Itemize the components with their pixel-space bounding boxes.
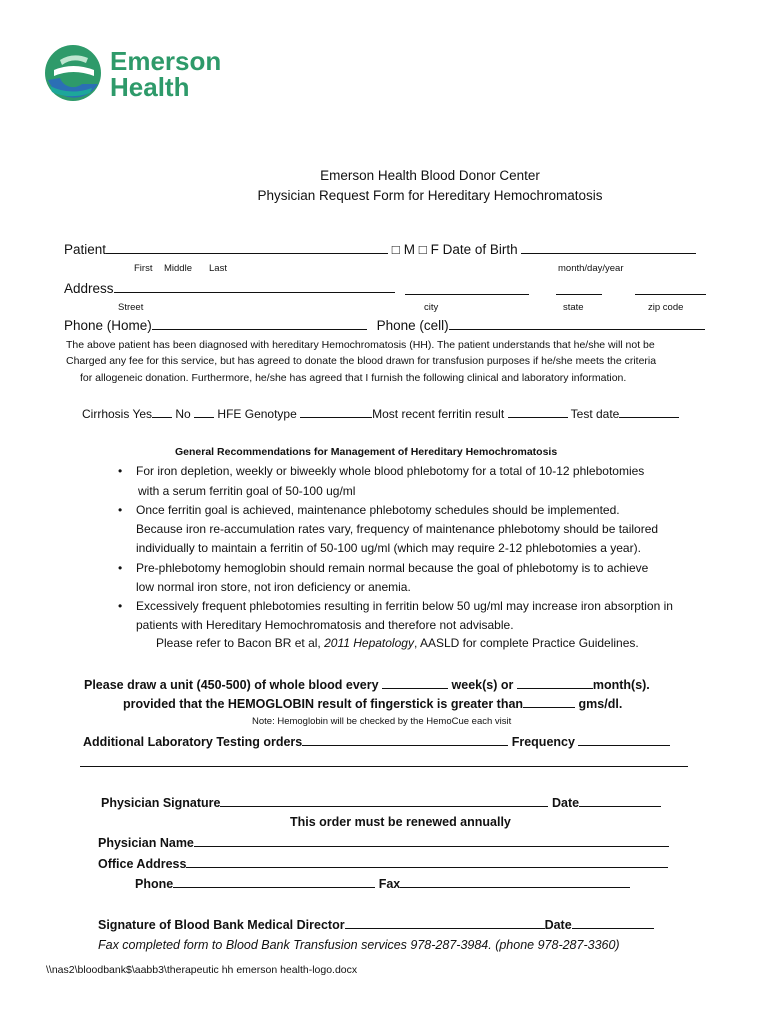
physician-name-label: Physician Name (98, 836, 194, 850)
guidelines-reference (156, 636, 639, 650)
statement-line3: for allogeneic donation. Furthermore, he/she has agreed that I furnish the following clinical and laboratory information. (80, 372, 627, 384)
patient-name-field[interactable] (106, 242, 388, 254)
rec-b4-l1: Excessively frequent phlebotomies resulting in ferritin below 50 ug/ml may increase iron absorption in (136, 599, 673, 613)
hfe-field[interactable] (300, 406, 372, 418)
address-sub-state: state (563, 302, 584, 313)
bullet-icon: • (118, 503, 123, 517)
rec-b2-l2: Because iron re-accumulation rates vary, frequency of maintenance phlebotomy should be tailored (136, 522, 659, 536)
draw-order-row (84, 677, 650, 692)
hgb-pre: provided that the HEMOGLOBIN result of fingerstick is greater than (123, 697, 524, 711)
dob-sub-format: month/day/year (558, 263, 624, 274)
city-field[interactable] (405, 283, 529, 295)
physician-name-field[interactable] (194, 835, 669, 847)
additional-testing-row (83, 734, 670, 749)
address-sub-city: city (424, 302, 439, 313)
draw-post: month(s). (592, 678, 650, 692)
rec-b2-l3: individually to maintain a ferritin of 50-100 ug/ml (which may require 2-12 phlebotomies a year). (136, 541, 641, 555)
bullet-icon: • (118, 599, 123, 613)
physician-date-field[interactable] (579, 795, 661, 807)
recommendations-heading: General Recommendations for Management of Hereditary Hemochromatosis (175, 446, 558, 458)
hemoglobin-field[interactable] (523, 696, 575, 708)
director-date-label: Date (544, 918, 572, 932)
address-label: Address (64, 281, 114, 296)
draw-pre: Please draw a unit (450-500) of whole blood every (84, 678, 379, 692)
ferritin-field[interactable] (508, 406, 568, 418)
physician-fax-label: Fax (378, 877, 401, 891)
hgb-post: gms/dl. (578, 697, 623, 711)
phone-home-label: Phone (Home) (64, 318, 152, 333)
phone-cell-label: Phone (cell) (376, 318, 449, 333)
patient-label: Patient (64, 242, 107, 257)
dob-field[interactable] (521, 242, 696, 254)
cirrhosis-yes-field[interactable] (152, 406, 172, 418)
cirrhosis-label: Cirrhosis Yes (82, 407, 153, 421)
statement-line2: Charged any fee for this service, but has agreed to donate the blood drawn for transfusion purposes if he/she meets the criteria (66, 355, 657, 367)
rec-b3-l1: Pre-phlebotomy hemoglobin should remain normal because the goal of phlebotomy is to achieve (136, 561, 649, 575)
additional-testing-line2[interactable] (80, 766, 688, 767)
frequency-label: Frequency (511, 735, 575, 749)
ref-pre: Please refer to Bacon BR et al, (156, 636, 325, 650)
rec-b1-l2: with a serum ferritin goal of 50-100 ug/ml (138, 484, 356, 498)
test-date-label: Test date (570, 407, 620, 421)
physician-signature-field[interactable] (220, 795, 548, 807)
zip-field[interactable] (635, 283, 706, 295)
rec-b1-l1: For iron depletion, weekly or biweekly whole blood phlebotomy for a total of 10-12 phlebotomies (136, 464, 645, 478)
patient-sub-first: First (134, 263, 153, 274)
director-signature-field[interactable] (345, 917, 545, 929)
emerson-health-logo (42, 40, 232, 110)
street-field[interactable] (114, 281, 395, 293)
ref-journal: 2011 Hepatology (324, 636, 414, 650)
fax-instructions: Fax completed form to Blood Bank Transfusion services 978-287-3984. (phone 978-287-3360) (98, 938, 620, 952)
weeks-field[interactable] (382, 677, 448, 689)
ref-post: , AASLD for complete Practice Guidelines. (413, 636, 639, 650)
director-signature-row (98, 917, 654, 932)
rec-b2-l1: Once ferritin goal is achieved, maintenance phlebotomy schedules should be implemented. (136, 503, 620, 517)
form-title-line1: Emerson Health Blood Donor Center (320, 168, 540, 183)
physician-signature-row (101, 795, 661, 810)
cirrhosis-no-label: No (175, 407, 191, 421)
rec-b4-l2: patients with Hereditary Hemochromatosis and therefore not advisable. (136, 618, 514, 632)
draw-mid: week(s) or (451, 678, 514, 692)
phone-cell-field[interactable] (449, 318, 705, 330)
phone-home-field[interactable] (152, 318, 367, 330)
director-signature-label: Signature of Blood Bank Medical Director (98, 918, 345, 932)
additional-testing-field[interactable] (302, 734, 508, 746)
physician-date-label: Date (551, 796, 580, 810)
address-sub-zip: zip code (648, 302, 684, 313)
office-address-row (98, 856, 668, 871)
hemoglobin-row (123, 696, 622, 711)
clinical-row (82, 406, 679, 421)
physician-fax-field[interactable] (400, 876, 630, 888)
phone-fax-row (135, 876, 630, 891)
address-sub-street: Street (118, 302, 144, 313)
footer-file-path: \\nas2\bloodbank$\aabb3\therapeutic hh emerson health-logo.docx (46, 964, 358, 976)
logo-text-health: Health (110, 72, 190, 102)
rec-b3-l2: low normal iron store, not iron deficiency or anemia. (136, 580, 411, 594)
bullet-icon: • (118, 464, 123, 478)
bullet-icon: • (118, 561, 123, 575)
logo-text-emerson: Emerson (110, 46, 222, 76)
patient-sub-middle: Middle (164, 263, 192, 274)
physician-phone-label: Phone (135, 877, 174, 891)
physician-signature-label: Physician Signature (101, 796, 221, 810)
logo-mark-icon (42, 40, 104, 106)
months-field[interactable] (517, 677, 593, 689)
hfe-label: HFE Genotype (217, 407, 297, 421)
additional-label: Additional Laboratory Testing orders (83, 735, 303, 749)
frequency-field[interactable] (578, 734, 670, 746)
phone-row (64, 318, 705, 333)
address-row (64, 281, 395, 296)
state-field[interactable] (556, 283, 602, 295)
director-date-field[interactable] (572, 917, 654, 929)
form-title-line2: Physician Request Form for Hereditary Hemochromatosis (257, 188, 603, 203)
office-address-field[interactable] (186, 856, 668, 868)
cirrhosis-no-field[interactable] (194, 406, 214, 418)
statement-line1: The above patient has been diagnosed with hereditary Hemochromatosis (HH). The patient understands that he/she will not be (66, 339, 655, 351)
sex-checkboxes[interactable]: □ M □ F (391, 242, 439, 257)
physician-name-row (98, 835, 669, 850)
hemocue-note: Note: Hemoglobin will be checked by the HemoCue each visit (252, 716, 512, 727)
physician-phone-field[interactable] (173, 876, 375, 888)
patient-sub-last: Last (209, 263, 227, 274)
office-address-label: Office Address (98, 857, 187, 871)
patient-row (64, 242, 696, 257)
ferritin-label: Most recent ferritin result (372, 407, 505, 421)
renew-annually-note: This order must be renewed annually (290, 815, 511, 829)
dob-label: Date of Birth (442, 242, 518, 257)
test-date-field[interactable] (619, 406, 679, 418)
